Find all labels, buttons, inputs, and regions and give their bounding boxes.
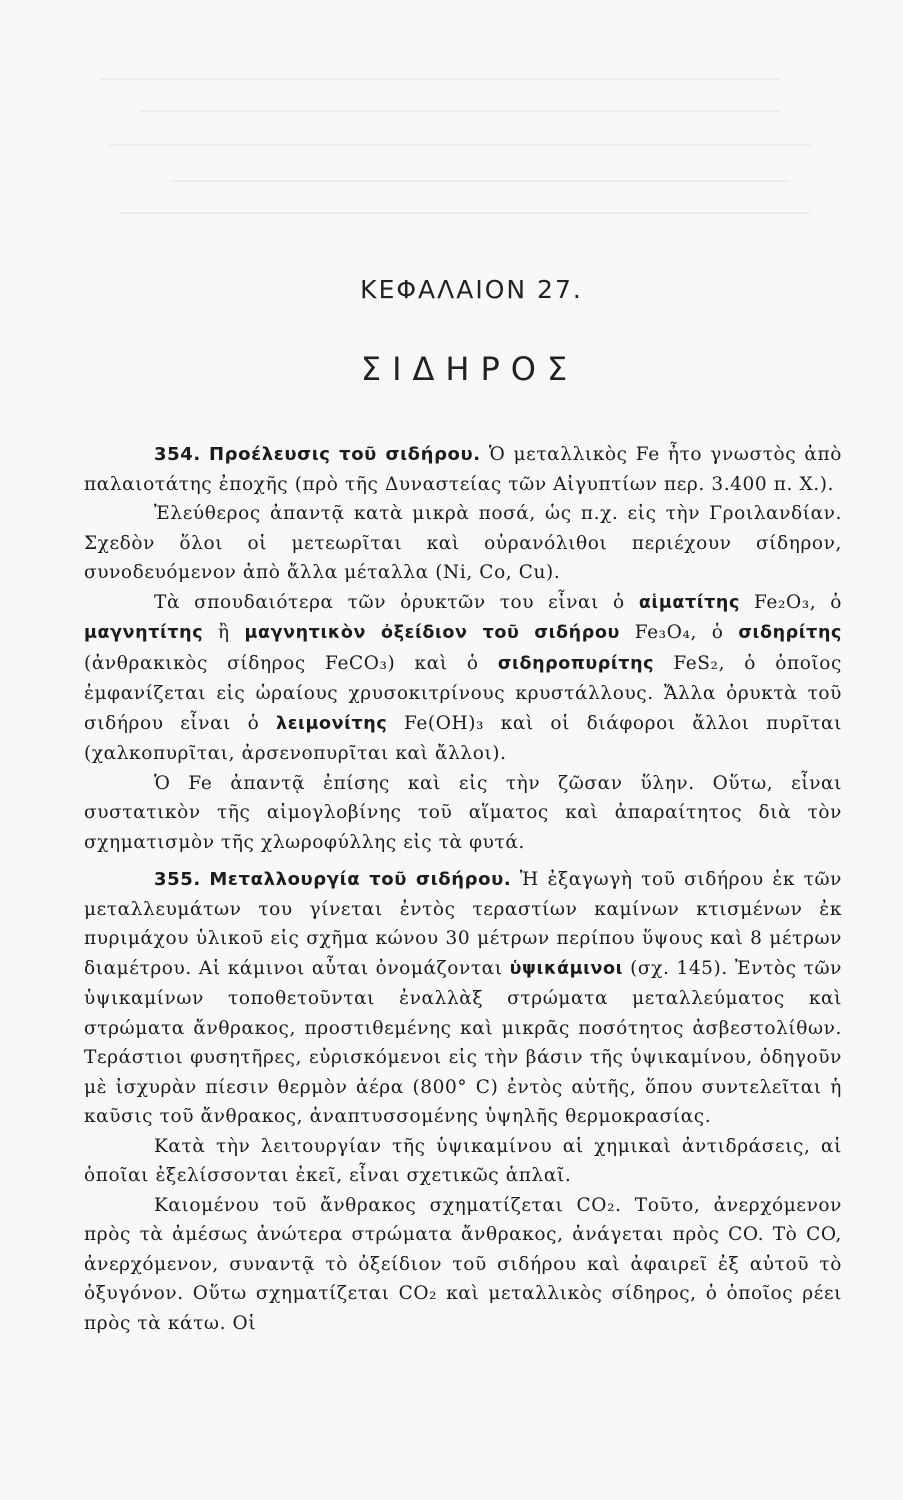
term-siderite: σιδηρίτης	[738, 623, 842, 643]
paragraph-354-2: Ἐλεύθερος ἀπαντᾷ κατὰ μικρὰ ποσά, ὡς π.χ. εἰς τὴν Γροιλανδίαν. Σχεδὸν ὅλοι οἱ μετεωρῖται καὶ οὐρανόλιθοι περιέχουν σίδηρον, συνοδευόμενον ἀπὸ ἄλλα μέταλλα (Ni, Co, Cu).	[84, 503, 842, 583]
term-magnetic-oxide: μαγνητικὸν ὀξείδιον τοῦ σιδήρου	[244, 623, 620, 643]
paragraph-355-intro	[84, 865, 842, 1132]
paragraph-text: (ἀνθρακικὸς σίδηρος FeCO₃) καὶ ὁ	[84, 652, 498, 674]
paragraph-354-4: Ὁ Fe ἀπαντᾷ ἐπίσης καὶ εἰς τὴν ζῶσαν ὕλην. Οὕτω, εἶναι συστατικὸν τῆς αἱμογλοβίνης τοῦ αἵματος καὶ ἀπαραίτητος διὰ τὸν σχηματισμὸν τῆς χλωροφύλλης εἰς τὰ φυτά.	[84, 772, 842, 853]
body-text	[84, 440, 842, 1338]
paragraph-354-3	[84, 588, 842, 769]
paragraph-355-3: Καιομένου τοῦ ἄνθρακος σχηματίζεται CO₂. Τοῦτο, ἀνερχόμενον πρὸς τὰ ἀμέσως ἀνώτερα στρώματα ἄνθρακος, ἀνάγεται πρὸς CO. Τὸ CO, ἀνερχόμενον, συναντᾷ τὸ ὀξείδιον τοῦ σιδήρου καὶ ἀφαιρεῖ ἐξ αὐτοῦ τὸ ὀξυγόνον. Οὕτω σχηματίζεται CO₂ καὶ μεταλλικὸς σίδηρος, ὁ ὁποῖος ρέει πρὸς τὰ κάτω. Οἱ	[84, 1194, 842, 1334]
term-magnetite: μαγνητίτης	[84, 623, 204, 643]
paragraph-text: Fe₂O₃, ὁ	[739, 591, 843, 613]
bleed-through-shadow	[80, 60, 840, 250]
section-number-355: 355.	[154, 869, 201, 890]
paragraph-text: Fe₃O₄, ὁ	[619, 622, 739, 643]
paragraph-text: FeS₂, ὁ ὁποῖος ἐμφανίζεται εἰς ὡραίους χρυσοκιτρίνους κρυστάλλους. Ἄλλα ὀρυκτὰ τοῦ σιδήρου εἶναι ὁ	[84, 652, 842, 734]
paragraph-355-2: Κατὰ τὴν λειτουργίαν τῆς ὑψικαμίνου αἱ χημικαὶ ἀντιδράσεις, αἱ ὁποῖαι ἐξελίσσονται ἐκεῖ, εἶναι σχετικῶς ἁπλαῖ.	[84, 1135, 842, 1186]
section-title-355: Μεταλλουργία τοῦ σιδήρου.	[209, 869, 512, 890]
section-title-354: Προέλευσις τοῦ σιδήρου.	[208, 444, 481, 465]
term-haematite: αἱματίτης	[638, 592, 740, 613]
section-number-354: 354.	[154, 444, 201, 465]
term-blast-furnace: ὑψικάμινοι	[509, 958, 624, 979]
paragraph-354-intro	[84, 440, 842, 499]
paragraph-text: Fe(OH)₃ καὶ οἱ διάφοροι ἄλλοι πυρῖται (χαλκοπυρῖται, ἀρσενοπυρῖται καὶ ἄλλοι).	[84, 712, 843, 764]
chapter-title: ΣΙΔΗΡΟΣ	[360, 350, 579, 388]
paragraph-text: ἢ	[203, 622, 245, 643]
term-pyrite: σιδηροπυρίτης	[497, 653, 655, 674]
term-limonite: λειμονίτης	[276, 713, 388, 734]
paragraph-text: (σχ. 145). Ἐντὸς τῶν ὑψικαμίνων τοποθετοῦνται ἐναλλὰξ στρώματα μεταλλεύματος καὶ στρώματα ἄνθρακος, προστιθεμένης καὶ μικρᾶς ποσότητος ἀσβεστολίθων. Τεράστιοι φυσητῆρες, εὑρισκόμενοι εἰς τὴν βάσιν τῆς ὑψικαμίνου, ὁδηγοῦν μὲ ἰσχυρὰν πίεσιν θερμὸν ἀέρα (800° C) ἐντὸς αὐτῆς, ὅπου συντελεῖται ἡ καῦσις τοῦ ἄνθρακος, ἀναπτυσσομένης ὑψηλῆς θερμοκρασίας.	[84, 957, 842, 1127]
paragraph-text: Ἡ ἐξαγωγὴ τοῦ σιδήρου ἐκ τῶν μεταλλευμάτων του γίνεται ἐντὸς τεραστίων καμίνων κτισμένων ἐκ πυριμάχου ὑλικοῦ εἰς σχῆμα κώνου 30 μέτρων περίπου ὕψους καὶ 8 μέτρων διαμέτρου. Αἱ κάμινοι αὗται ὀνομάζονται	[84, 869, 842, 979]
paragraph-text: Τὰ σπουδαιότερα τῶν ὀρυκτῶν του εἶναι ὁ	[154, 591, 639, 613]
chapter-label: ΚΕΦΑΛΑΙΟΝ 27.	[360, 275, 583, 304]
paragraph-text: Ὁ μεταλλικὸς Fe ἦτο γνωστὸς ἀπὸ παλαιοτάτης ἐποχῆς (πρὸ τῆς Δυναστείας τῶν Αἰγυπτίων περ. 3.400 π. Χ.).	[84, 444, 842, 495]
